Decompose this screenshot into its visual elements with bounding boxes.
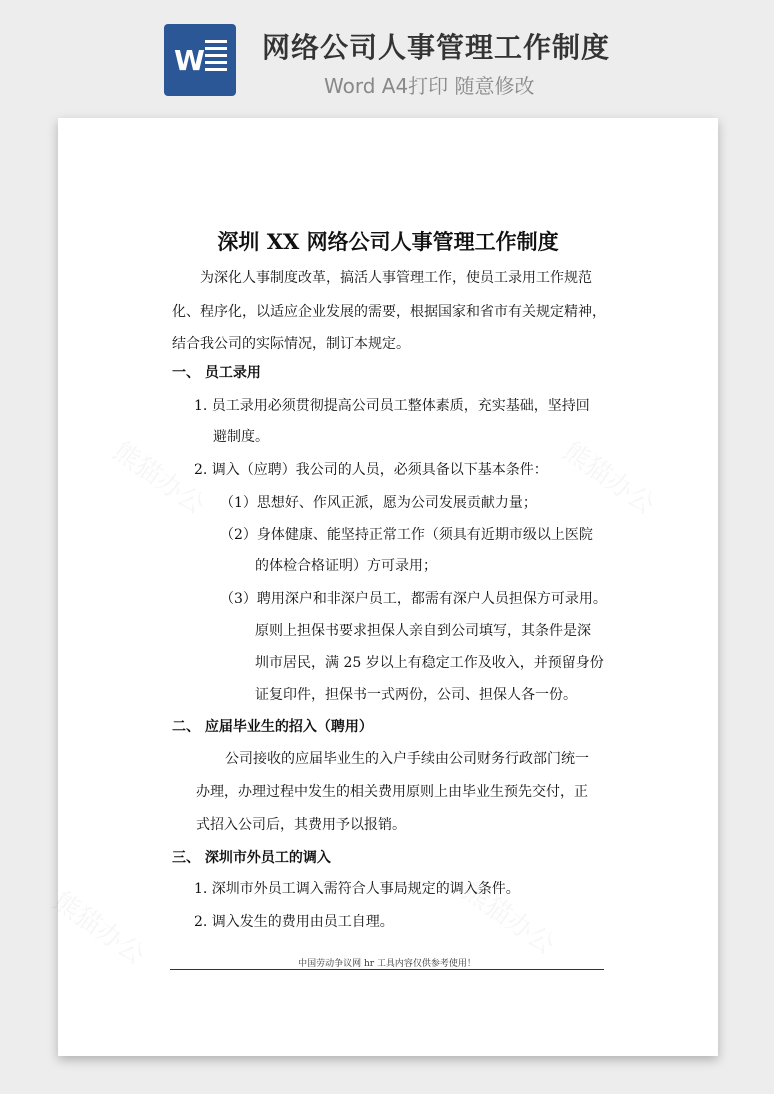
section-1-heading: 一、 员工录用 [172, 365, 261, 381]
s1-item1-line2: 避制度。 [213, 429, 269, 445]
s1-item2: 2. 调入（应聘）我公司的人员，必须具备以下基本条件： [194, 462, 548, 478]
s1-item1-line1: 1. 员工录用必须贯彻提高公司员工整体素质，充实基础，坚持回 [194, 398, 590, 414]
section-2-heading: 二、 应届毕业生的招入（聘用） [172, 719, 373, 735]
intro-line-2: 化、程序化，以适应企业发展的需要，根据国家和省市有关规定精神， [172, 304, 606, 320]
s1-sub3-line3: 圳市居民，满 25 岁以上有稳定工作及收入，并预留身份 [255, 655, 604, 671]
word-letter: W [174, 44, 205, 77]
footer-divider [170, 969, 604, 970]
s2-para-line1: 公司接收的应届毕业生的入户手续由公司财务行政部门统一 [225, 751, 589, 767]
s2-para-line2: 办理，办理过程中发生的相关费用原则上由毕业生预先交付，正 [196, 784, 588, 800]
s1-sub3-line4: 证复印件，担保书一式两份，公司、担保人各一份。 [255, 687, 577, 703]
banner-subtitle: Word A4打印 随意修改 [324, 74, 535, 98]
word-doc-icon [164, 24, 236, 96]
banner [0, 0, 774, 120]
banner-title: 网络公司人事管理工作制度 [262, 31, 611, 64]
s3-item2: 2. 调入发生的费用由员工自理。 [194, 914, 394, 930]
s1-sub2-line2: 的体检合格证明）方可录用； [255, 558, 437, 574]
section-3-heading: 三、 深圳市外员工的调入 [172, 850, 331, 866]
s2-para-line3: 式招入公司后，其费用予以报销。 [196, 817, 406, 833]
intro-line-3: 结合我公司的实际情况，制订本规定。 [172, 336, 410, 352]
document-title: 深圳 XX 网络公司人事管理工作制度 [217, 229, 559, 254]
page-footer-note: 中国劳动争议网 hr 工具内容仅供参考使用！ [298, 959, 476, 969]
intro-line-1: 为深化人事制度改革，搞活人事管理工作，使员工录用工作规范 [200, 270, 592, 286]
s1-sub3-line2: 原则上担保书要求担保人亲自到公司填写，其条件是深 [255, 623, 591, 639]
document-page [58, 118, 718, 1056]
s3-item1: 1. 深圳市外员工调入需符合人事局规定的调入条件。 [194, 881, 520, 897]
s1-sub1: （1）思想好、作风正派，愿为公司发展贡献力量； [220, 495, 537, 511]
s1-sub3-line1: （3）聘用深户和非深户员工，都需有深户人员担保方可录用。 [220, 591, 607, 607]
s1-sub2-line1: （2）身体健康、能坚持正常工作（须具有近期市级以上医院 [220, 527, 593, 543]
